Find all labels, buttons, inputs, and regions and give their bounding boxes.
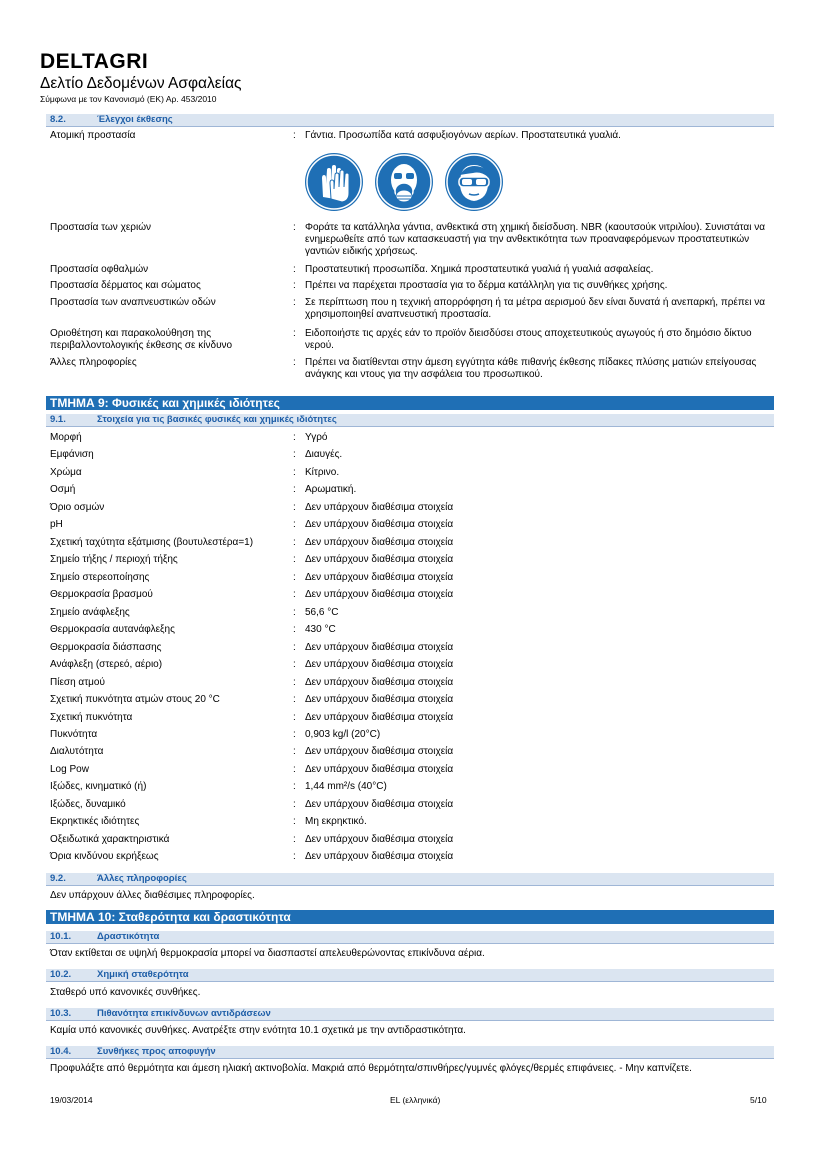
property-label: Ατομική προστασία [50,130,136,141]
property-label: Προστασία δέρματος και σώματος [50,280,201,291]
property-label: Σχετική πυκνότητα [50,712,133,723]
property-label: Σημείο στερεοποίησης [50,572,150,583]
section-title: ΤΜΗΜΑ 10: Σταθερότητα και δραστικότητα [50,910,291,924]
property-label: Οσμή [50,484,76,495]
property-label: Οξειδωτικά χαρακτηριστικά [50,834,170,845]
regulation-reference: Σύμφωνα με τον Κανονισμό (ΕΚ) Αρ. 453/2010 [40,94,217,104]
property-label: Εκρηκτικές ιδιότητες [50,816,140,827]
property-value: Μη εκρηκτικό. [305,816,367,827]
property-label: Χρώμα [50,467,82,478]
property-value: Σε περίπτωση που η τεχνική απορρόφηση ή τα μέτρα αερισμού δεν είναι δυνατά ή ανεπαρκή, πρέπει να χρησιμοποιηθεί αναπνευστική προστασία. [305,297,766,320]
property-value: Διαυγές. [305,449,343,460]
property-value: Δεν υπάρχουν διαθέσιμα στοιχεία [305,537,454,548]
subsection-10-1-header [46,931,774,944]
property-value: 56,6 °C [305,607,339,618]
subsection-number: 10.3. [50,1008,72,1019]
property-value: Δεν υπάρχουν διαθέσιμα στοιχεία [305,642,454,653]
property-value: Δεν υπάρχουν διαθέσιμα στοιχεία [305,746,454,757]
paragraph: Δεν υπάρχουν άλλες διαθέσιμες πληροφορίες. [50,890,255,901]
subsection-number: 10.2. [50,969,72,980]
property-label: Ιξώδες, κινηματικό (ή) [50,781,147,792]
property-label: Θερμοκρασία διάσπασης [50,642,162,653]
footer-page-number: 5/10 [750,1095,767,1105]
subsection-number: 9.2. [50,873,66,884]
subsection-number: 10.4. [50,1046,72,1057]
property-label: Οριοθέτηση και παρακολούθηση της περιβαλλοντολογικής έκθεσης σε κίνδυνο [50,328,233,351]
subsection-number: 9.1. [50,414,66,425]
section-title: ΤΜΗΜΑ 9: Φυσικές και χημικές ιδιότητες [50,396,280,410]
subsection-title: Άλλες πληροφορίες [97,873,187,884]
property-value: 0,903 kg/l (20°C) [305,729,381,740]
property-label: Προστασία των χεριών [50,222,152,233]
subsection-title: Πιθανότητα επικίνδυνων αντιδράσεων [97,1008,271,1019]
property-value: Δεν υπάρχουν διαθέσιμα στοιχεία [305,554,454,565]
property-value: Δεν υπάρχουν διαθέσιμα στοιχεία [305,712,454,723]
property-value: Δεν υπάρχουν διαθέσιμα στοιχεία [305,589,454,600]
property-label: Ιξώδες, δυναμικό [50,799,126,810]
company-brand: DELTAGRI [40,50,149,73]
paragraph: Προφυλάξτε από θερμότητα και άμεση ηλιακή ακτινοβολία. Μακριά από θερμότητα/σπινθήρες/γυμνές φλόγες/θερμές επιφάνειες. - Μην καπνίζετε. [50,1063,692,1074]
property-label: Πίεση ατμού [50,677,105,688]
property-value: Αρωματική. [305,484,357,495]
property-value: Προστατευτική προσωπίδα. Χημικά προστατευτικά γυαλιά ή γυαλιά ασφαλείας. [305,264,654,275]
footer-language: EL (ελληνικά) [390,1095,441,1105]
property-value: Κίτρινο. [305,467,340,478]
property-label: Εμφάνιση [50,449,94,460]
property-value: 430 °C [305,624,336,635]
property-label: Σημείο τήξης / περιοχή τήξης [50,554,178,565]
property-label: Σχετική ταχύτητα εξάτμισης (βουτυλεστέρα=1) [50,537,254,548]
property-value: Γάντια. Προσωπίδα κατά ασφυξιογόνων αερίων. Προστατευτικά γυαλιά. [305,130,621,141]
subsection-number: 8.2. [50,114,66,125]
property-label: Όρια κινδύνου εκρήξεως [50,851,159,862]
section-10-header [46,910,774,924]
subsection-10-3-header [46,1008,774,1021]
property-value: Δεν υπάρχουν διαθέσιμα στοιχεία [305,519,454,530]
respirator-icon [375,153,433,211]
gloves-icon [305,153,363,211]
paragraph: Όταν εκτίθεται σε υψηλή θερμοκρασία μπορεί να διασπαστεί απελευθερώνοντας επικίνδυνα αέρια. [50,948,485,959]
property-label: Σχετική πυκνότητα ατμών στους 20 °C [50,694,220,705]
property-value: Δεν υπάρχουν διαθέσιμα στοιχεία [305,502,454,513]
property-value: Φοράτε τα κατάλληλα γάντια, ανθεκτικά στη χημική διείσδυση. NBR (καουτσούκ νιτριλίου). Συνιστάται να ενημερωθείτε από των κατασκευαστή για την ανθεκτικότητα των προαναφερόμενων προστατευτικών γαντιών ειδικής χρήσεως. [305,222,765,257]
property-value: Δεν υπάρχουν διαθέσιμα στοιχεία [305,572,454,583]
property-value: Δεν υπάρχουν διαθέσιμα στοιχεία [305,694,454,705]
property-label: Διαλυτότητα [50,746,104,757]
subsection-10-4-header [46,1046,774,1059]
document-title: Δελτίο Δεδομένων Ασφαλείας [40,75,242,92]
subsection-title: Δραστικότητα [97,931,160,942]
property-label: Μορφή [50,432,82,443]
property-value: Δεν υπάρχουν διαθέσιμα στοιχεία [305,799,454,810]
subsection-number: 10.1. [50,931,72,942]
subsection-10-2-header [46,969,774,982]
property-label: Πυκνότητα [50,729,98,740]
property-value: Δεν υπάρχουν διαθέσιμα στοιχεία [305,851,454,862]
subsection-title: Συνθήκες προς αποφυγήν [97,1046,216,1057]
property-label: pH [50,519,63,530]
safety-goggles-icon [445,153,503,211]
subsection-9-1-header [46,414,774,427]
property-value: Δεν υπάρχουν διαθέσιμα στοιχεία [305,677,454,688]
property-value: Πρέπει να παρέχεται προστασία για το δέρμα κατάλληλη για τις συνθήκες χρήσης. [305,280,668,291]
subsection-title: Χημική σταθερότητα [97,969,189,980]
property-label: Σημείο ανάφλεξης [50,607,130,618]
property-value: Ειδοποιήστε τις αρχές εάν το προϊόν διεισδύσει στους αποχετευτικούς αγωγούς ή στο δημόσιο δίκτυο νερού. [305,328,752,351]
property-label: Προστασία των αναπνευστικών οδών [50,297,216,308]
property-value: Δεν υπάρχουν διαθέσιμα στοιχεία [305,764,454,775]
section-9-header [46,396,774,410]
property-label: Ανάφλεξη (στερεό, αέριο) [50,659,163,670]
property-value: 1,44 mm²/s (40°C) [305,781,387,792]
property-value: Δεν υπάρχουν διαθέσιμα στοιχεία [305,659,454,670]
property-label: Άλλες πληροφορίες [50,357,137,368]
subsection-8-2-header [46,114,774,127]
subsection-title: Στοιχεία για τις βασικές φυσικές και χημικές ιδιότητες [97,414,337,425]
property-label: Log Pow [50,764,89,775]
property-label: Θερμοκρασία βρασμού [50,589,153,600]
property-value: Υγρό [305,432,328,443]
property-label: Προστασία οφθαλμών [50,264,149,275]
paragraph: Σταθερό υπό κανονικές συνθήκες. [50,987,201,998]
paragraph: Καμία υπό κανονικές συνθήκες. Ανατρέξτε στην ενότητα 10.1 σχετικά με την αντιδραστικότητα. [50,1025,466,1036]
subsection-9-2-header [46,873,774,886]
property-label: Όριο οσμών [50,502,105,513]
property-value: Δεν υπάρχουν διαθέσιμα στοιχεία [305,834,454,845]
subsection-title: Έλεγχοι έκθεσης [97,114,173,125]
property-value: Πρέπει να διατίθενται στην άμεση εγγύτητα κάθε πιθανής έκθεσης πίδακες πλύσης ματιών επείγουσας ανάγκης και ντους για την ασφάλεια του προσωπικού. [305,357,757,380]
property-label: Θερμοκρασία αυτανάφλεξης [50,624,175,635]
footer-date: 19/03/2014 [50,1095,93,1105]
